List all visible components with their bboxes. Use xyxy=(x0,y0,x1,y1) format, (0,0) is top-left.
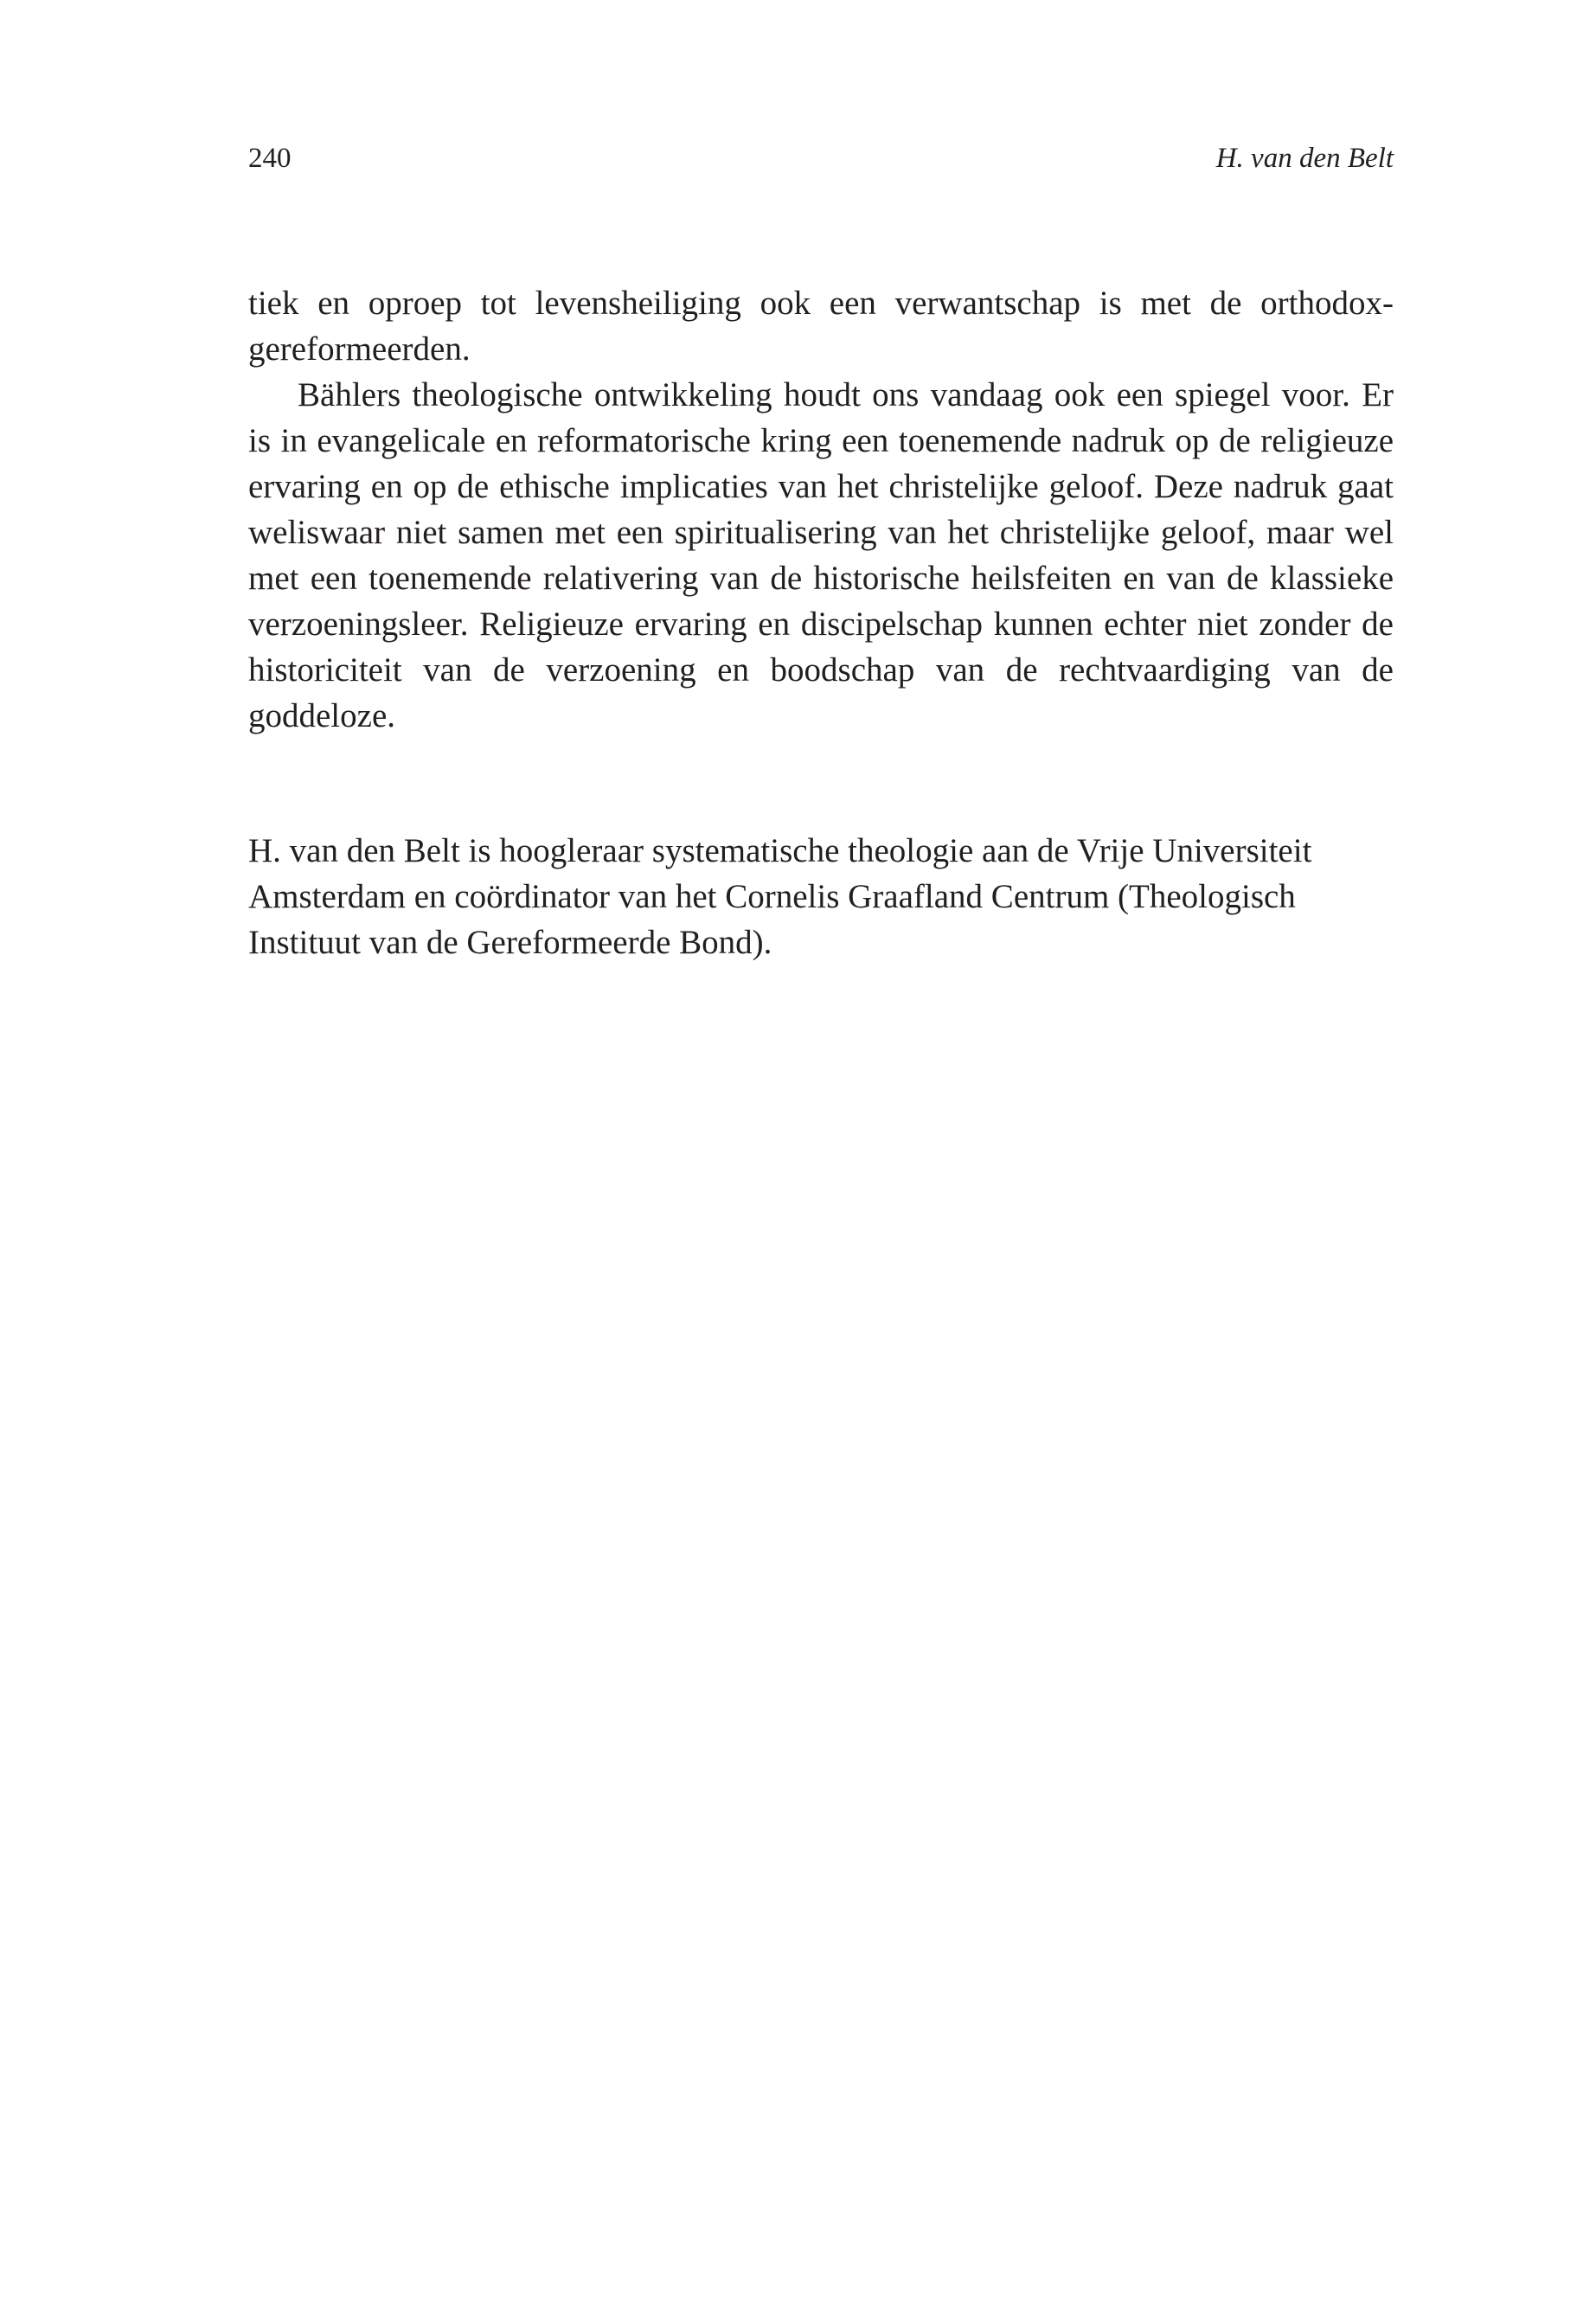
running-author: H. van den Belt xyxy=(1215,143,1394,174)
author-bio: H. van den Belt is hoogleraar systematische theologie aan de Vrije Universiteit Amsterdam en coördinator van het Cornelis Graafland Centrum (Theologisch Instituut van de Gereformeerde Bond). xyxy=(248,832,1312,961)
body-text xyxy=(248,280,1394,739)
running-header xyxy=(248,137,1394,180)
page-number: 240 xyxy=(248,143,292,174)
paragraph-continued: tiek en oproep tot levensheiliging ook een verwantschap is met de orthodox-gereformeerden. xyxy=(248,285,1394,368)
paragraph-bahler: Bählers theologische ontwikkeling houdt ons vandaag ook een spiegel voor. Er is in evangelicale en reformatorische kring een toenemende nadruk op de religieuze ervaring en op de ethische implicaties van het christelijke geloof. Deze nadruk gaat weliswaar niet samen met een spiritualisering van het christelijke geloof, maar wel met een toenemende relativering van de historische heilsfeiten en van de klassieke verzoeningsleer. Religieuze ervaring en discipelschap kunnen echter niet zonder de historiciteit van de verzoening en boodschap van de rechtvaardiging van de goddeloze. xyxy=(248,376,1394,734)
